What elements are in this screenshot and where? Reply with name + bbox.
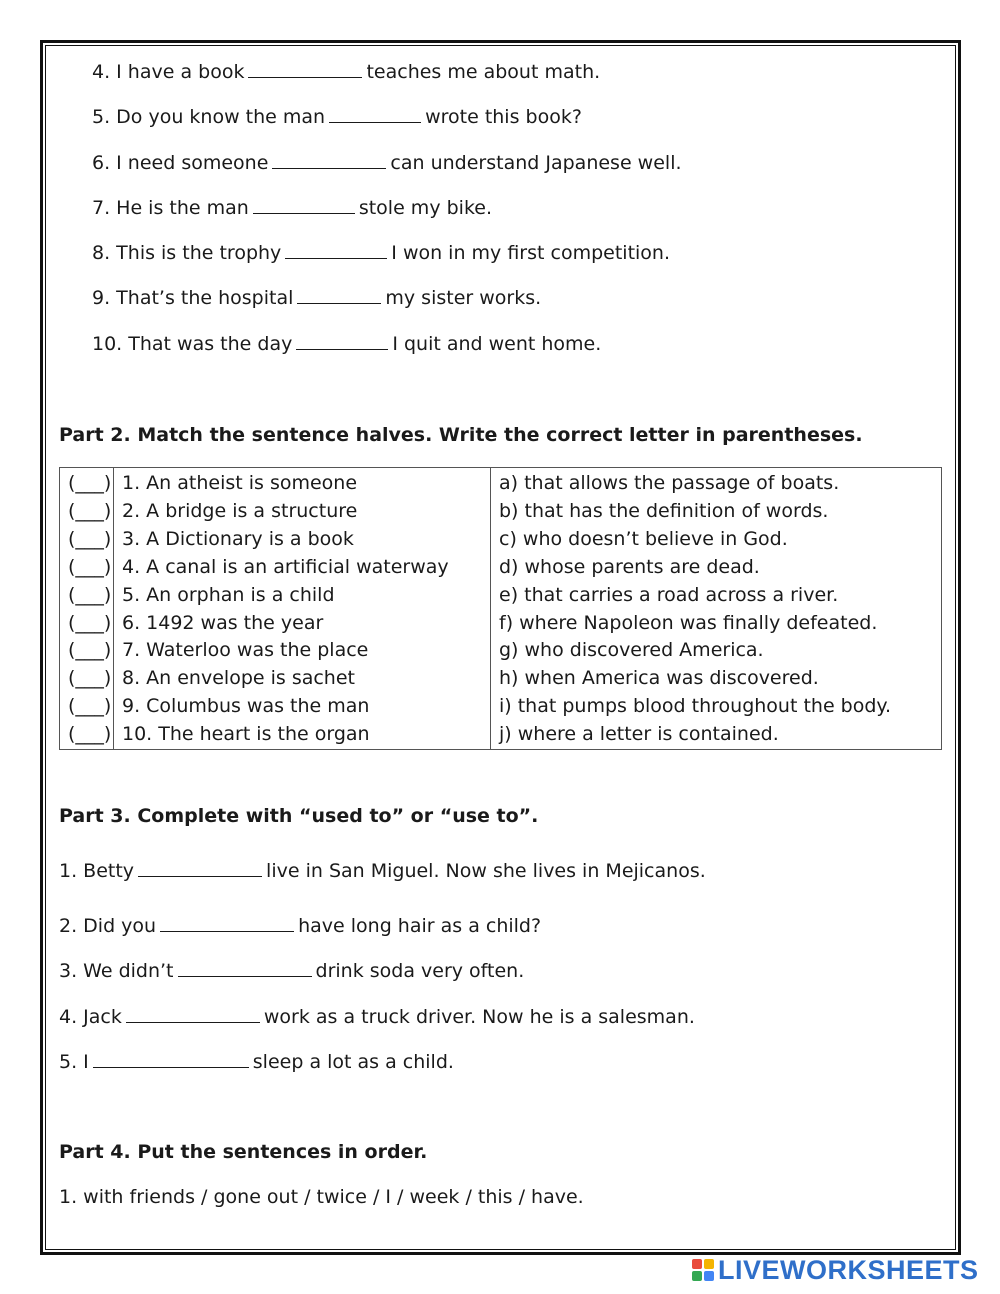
answer-blank[interactable] [93, 1051, 249, 1068]
part1-item-9: 9. That’s the hospital my sister works. [92, 287, 542, 309]
answer-blank[interactable] [178, 960, 312, 977]
part2-heading: Part 2. Match the sentence halves. Write the correct letter in parentheses. [59, 424, 863, 446]
part3-item-1: 1. Betty live in San Miguel. Now she lives in Mejicanos. [59, 860, 706, 882]
answer-paren[interactable]: (___) [60, 582, 114, 610]
answer-blank[interactable] [248, 61, 362, 78]
answer-blank[interactable] [160, 915, 294, 932]
part1-item-4: 4. I have a book teaches me about math. [92, 61, 601, 83]
part1-item-7: 7. He is the man stole my bike. [92, 197, 492, 219]
part3-item-2: 2. Did you have long hair as a child? [59, 915, 542, 937]
matching-table [59, 467, 942, 750]
logo-square [692, 1271, 702, 1281]
table-row: (___) 8. An envelope is sachet h) when America was discovered. [60, 665, 942, 693]
table-row: (___) 2. A bridge is a structure b) that has the definition of words. [60, 498, 942, 526]
answer-paren[interactable]: (___) [60, 554, 114, 582]
answer-paren[interactable]: (___) [60, 693, 114, 721]
answer-blank[interactable] [126, 1006, 260, 1023]
answer-paren[interactable]: (___) [60, 665, 114, 693]
answer-blank[interactable] [272, 152, 386, 169]
answer-paren[interactable]: (___) [60, 637, 114, 665]
part3-item-4: 4. Jack work as a truck driver. Now he is a salesman. [59, 1006, 695, 1028]
part3-item-5: 5. I sleep a lot as a child. [59, 1051, 454, 1073]
logo-square [692, 1259, 702, 1269]
part3-item-3: 3. We didn’t drink soda very often. [59, 960, 525, 982]
table-row: (___) 4. A canal is an artificial waterway d) whose parents are dead. [60, 554, 942, 582]
answer-blank[interactable] [253, 197, 355, 214]
answer-paren[interactable]: (___) [60, 526, 114, 554]
table-row: (___) 7. Waterloo was the place g) who discovered America. [60, 637, 942, 665]
part1-item-8: 8. This is the trophy I won in my first competition. [92, 242, 670, 264]
logo-grid-icon [692, 1259, 714, 1281]
answer-paren[interactable]: (___) [60, 610, 114, 638]
logo-text: LIVEWORKSHEETS [718, 1254, 979, 1285]
answer-paren[interactable]: (___) [60, 721, 114, 749]
answer-paren[interactable]: (___) [60, 498, 114, 526]
part3-heading: Part 3. Complete with “used to” or “use to”. [59, 805, 539, 827]
table-row: (___) 5. An orphan is a child e) that carries a road across a river. [60, 582, 942, 610]
table-row: (___) 10. The heart is the organ j) where a letter is contained. [60, 721, 942, 749]
part4-heading: Part 4. Put the sentences in order. [59, 1141, 428, 1163]
logo-square [704, 1271, 714, 1281]
answer-paren[interactable]: (___) [60, 468, 114, 498]
answer-blank[interactable] [297, 287, 381, 304]
answer-blank[interactable] [138, 860, 262, 877]
part1-item-6: 6. I need someone can understand Japanese well. [92, 152, 682, 174]
answer-blank[interactable] [296, 333, 388, 350]
part1-item-5: 5. Do you know the man wrote this book? [92, 106, 582, 128]
liveworksheets-logo[interactable] [692, 1255, 979, 1285]
table-row: (___) 6. 1492 was the year f) where Napoleon was finally defeated. [60, 610, 942, 638]
table-row: (___) 9. Columbus was the man i) that pumps blood throughout the body. [60, 693, 942, 721]
part4-item-1: 1. with friends / gone out / twice / I / week / this / have. [59, 1186, 584, 1208]
table-row: (___) 1. An atheist is someone a) that allows the passage of boats. [60, 468, 942, 498]
answer-blank[interactable] [285, 242, 387, 259]
table-row: (___) 3. A Dictionary is a book c) who doesn’t believe in God. [60, 526, 942, 554]
logo-square [704, 1259, 714, 1269]
part1-item-10: 10. That was the day I quit and went home. [92, 333, 602, 355]
answer-blank[interactable] [329, 106, 421, 123]
